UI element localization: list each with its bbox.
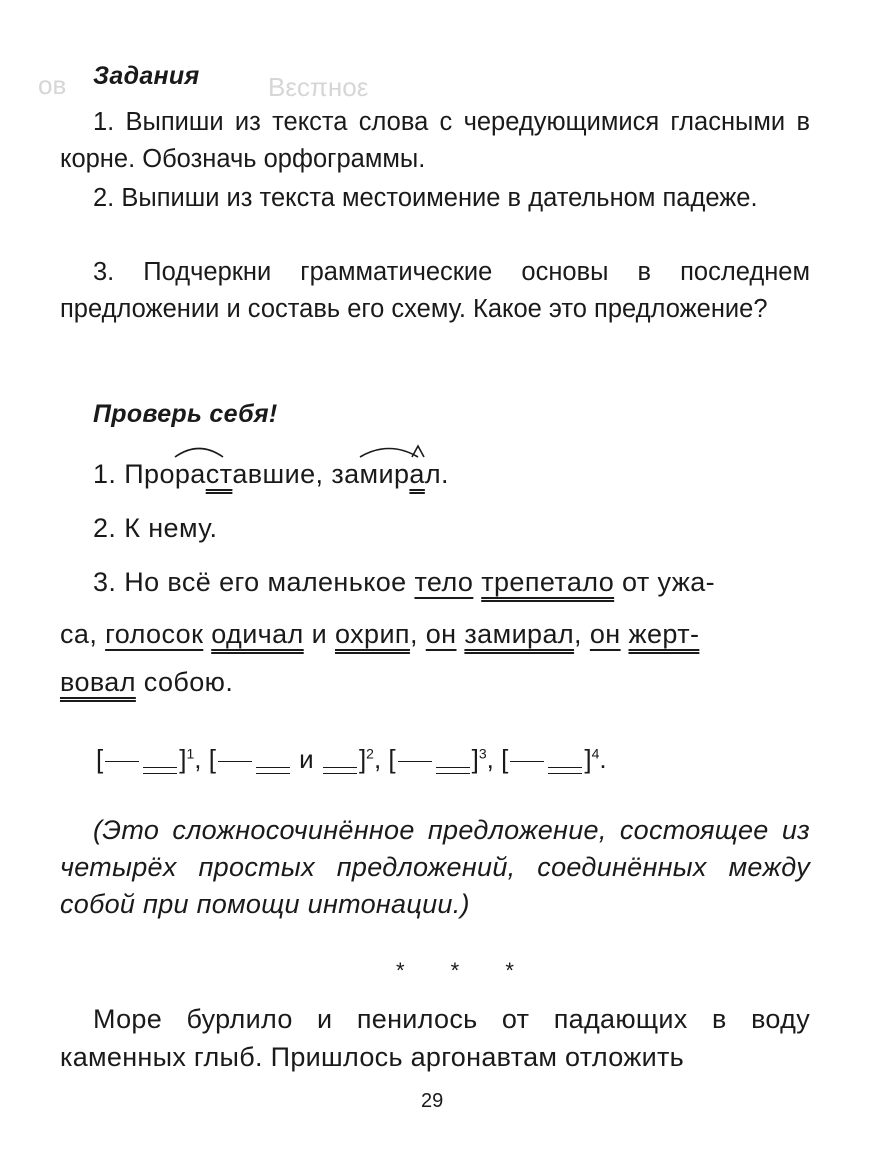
answer-3-line-3: вовал собою. <box>60 667 234 697</box>
story-text: Море бурлило и пенилось от падающих в воду каменных глыб. Пришлось аргонавтам отложить <box>60 1004 810 1072</box>
word-part: Про <box>124 459 175 489</box>
root-zamir: мир <box>360 456 410 493</box>
predicate: вовал <box>60 667 136 697</box>
bleed-through-text: Βεcπнοε <box>268 72 369 102</box>
subject: голосок <box>105 619 204 649</box>
word-part: л. <box>424 459 449 489</box>
predicate: одичал <box>211 619 304 649</box>
suffix-a <box>409 456 424 493</box>
predicate-mark <box>256 767 290 774</box>
predicate-mark <box>143 767 177 774</box>
predicate: жерт- <box>628 619 700 649</box>
page <box>60 0 810 1155</box>
suffix-caret-icon <box>410 444 426 458</box>
answer-1 <box>60 456 810 493</box>
subject-mark <box>105 761 139 762</box>
answer-note: (Это сложносочинённое предложение, состоящее из четырёх простых предложений, соединённых между собой при помощи интонации.) <box>60 815 810 919</box>
bleed-through-text: ов <box>38 70 67 100</box>
predicate: замирал <box>464 619 575 649</box>
predicate: трепетало <box>481 567 615 597</box>
sentence-schema: [ ]$^1$, [ и ]$^2$, [ ]$^3$, [ ]$^4$. <box>96 744 607 774</box>
answer-3-line-1: 3. Но всё его маленькое тело трепетало от ужа- <box>93 567 716 597</box>
subject-mark <box>510 761 544 762</box>
subject: он <box>425 619 457 649</box>
subject-mark <box>218 761 252 762</box>
word-part: авшие, <box>232 459 324 489</box>
predicate: охрип <box>335 619 410 649</box>
task-1: 1. Выпиши из текста слова с чередующимися гласными в корне. Обозначь орфограммы. <box>60 108 810 173</box>
tasks-heading: Задания <box>93 62 200 90</box>
predicate-mark <box>436 767 470 774</box>
predicate-mark <box>323 767 357 774</box>
answer-1-number: 1. <box>93 459 117 489</box>
word-part: за <box>331 459 360 489</box>
root-prorast: раст <box>175 456 233 493</box>
subject-mark <box>398 761 432 762</box>
page-number: 29 <box>421 1090 444 1112</box>
predicate-mark <box>548 767 582 774</box>
section-separator: * * * <box>396 958 534 983</box>
orthogram: ст <box>205 459 233 489</box>
task-3: 3. Подчеркни грамматические основы в последнем предложении и составь его схему. Какое это предложение? <box>60 258 810 323</box>
root-arc-icon <box>173 442 225 458</box>
subject: тело <box>414 567 474 597</box>
answer-3-line-2: са, голосок одичал и охрип, он замирал, он жерт- <box>60 619 700 649</box>
subject: он <box>589 619 621 649</box>
check-heading: Проверь себя! <box>93 400 278 428</box>
task-2: 2. Выпиши из текста местоимение в дательном падеже. <box>93 184 758 212</box>
answer-2: 2. К нему. <box>93 513 218 543</box>
orthogram: а <box>409 459 425 489</box>
